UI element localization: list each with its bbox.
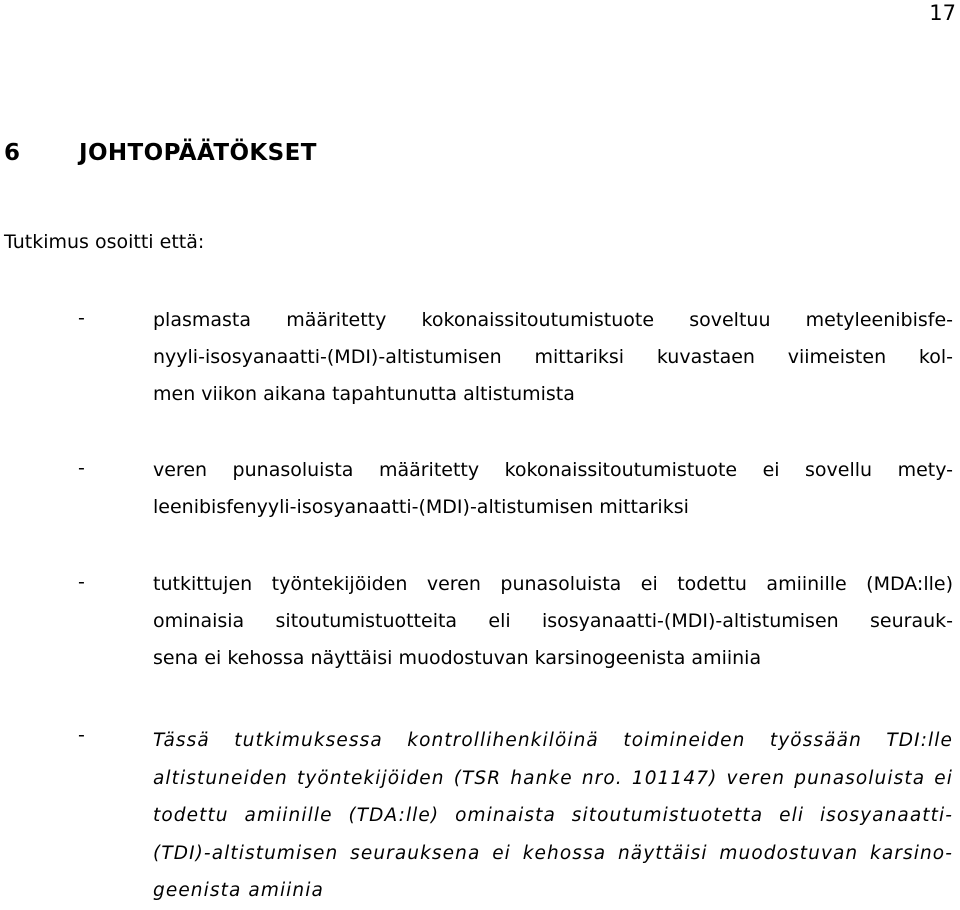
text-line: Tässä tutkimuksessa kontrollihenkilöinä toimineiden työssään TDI:lle [153, 730, 953, 751]
list-item-text [153, 566, 953, 677]
intro-text: Tutkimus osoitti että: [4, 231, 205, 253]
text-line: men viikon aikana tapahtunutta altistumista [153, 383, 575, 405]
section-heading [4, 140, 317, 166]
section-title: JOHTOPÄÄTÖKSET [79, 140, 317, 166]
text-line: tutkittujen työntekijöiden veren punasoluista ei todettu amiinille (MDA:lle) [153, 573, 953, 595]
text-line: veren punasoluista määritetty kokonaissitoutumistuote ei sovellu mety- [153, 459, 953, 481]
text-line: plasmasta määritetty kokonaissitoutumistuote soveltuu metyleenibisfe- [153, 309, 953, 331]
text-line: leenibisfenyyli-isosyanaatti-(MDI)-altistumisen mittariksi [153, 496, 689, 518]
text-line: sena ei kehossa näyttäisi muodostuvan karsinogeenista amiinia [153, 647, 762, 669]
text-line: (TDI)-altistumisen seurauksena ei kehossa näyttäisi muodostuvan karsino- [153, 842, 953, 864]
text-line: nyyli-isosyanaatti-(MDI)-altistumisen mittariksi kuvastaen viimeisten kol- [153, 346, 953, 368]
list-dash: - [78, 307, 85, 329]
list-item-text [153, 452, 953, 526]
list-item-text [153, 302, 953, 413]
list-dash: - [78, 457, 85, 479]
section-number: 6 [4, 140, 21, 166]
list-dash: - [78, 724, 85, 746]
text-line: ominaisia sitoutumistuotteita eli isosyanaatti-(MDI)-altistumisen seurauk- [153, 610, 953, 632]
text-line: altistuneiden työntekijöiden (TSR hanke nro. 101147) veren punasoluista ei [153, 767, 953, 789]
text-line: geenista amiinia [153, 880, 324, 901]
list-dash: - [78, 571, 85, 593]
text-line: todettu amiinille (TDA:lle) ominaista sitoutumistuotetta eli isosyanaatti- [153, 805, 953, 826]
list-item-text [153, 722, 953, 910]
page-number: 17 [929, 1, 956, 25]
